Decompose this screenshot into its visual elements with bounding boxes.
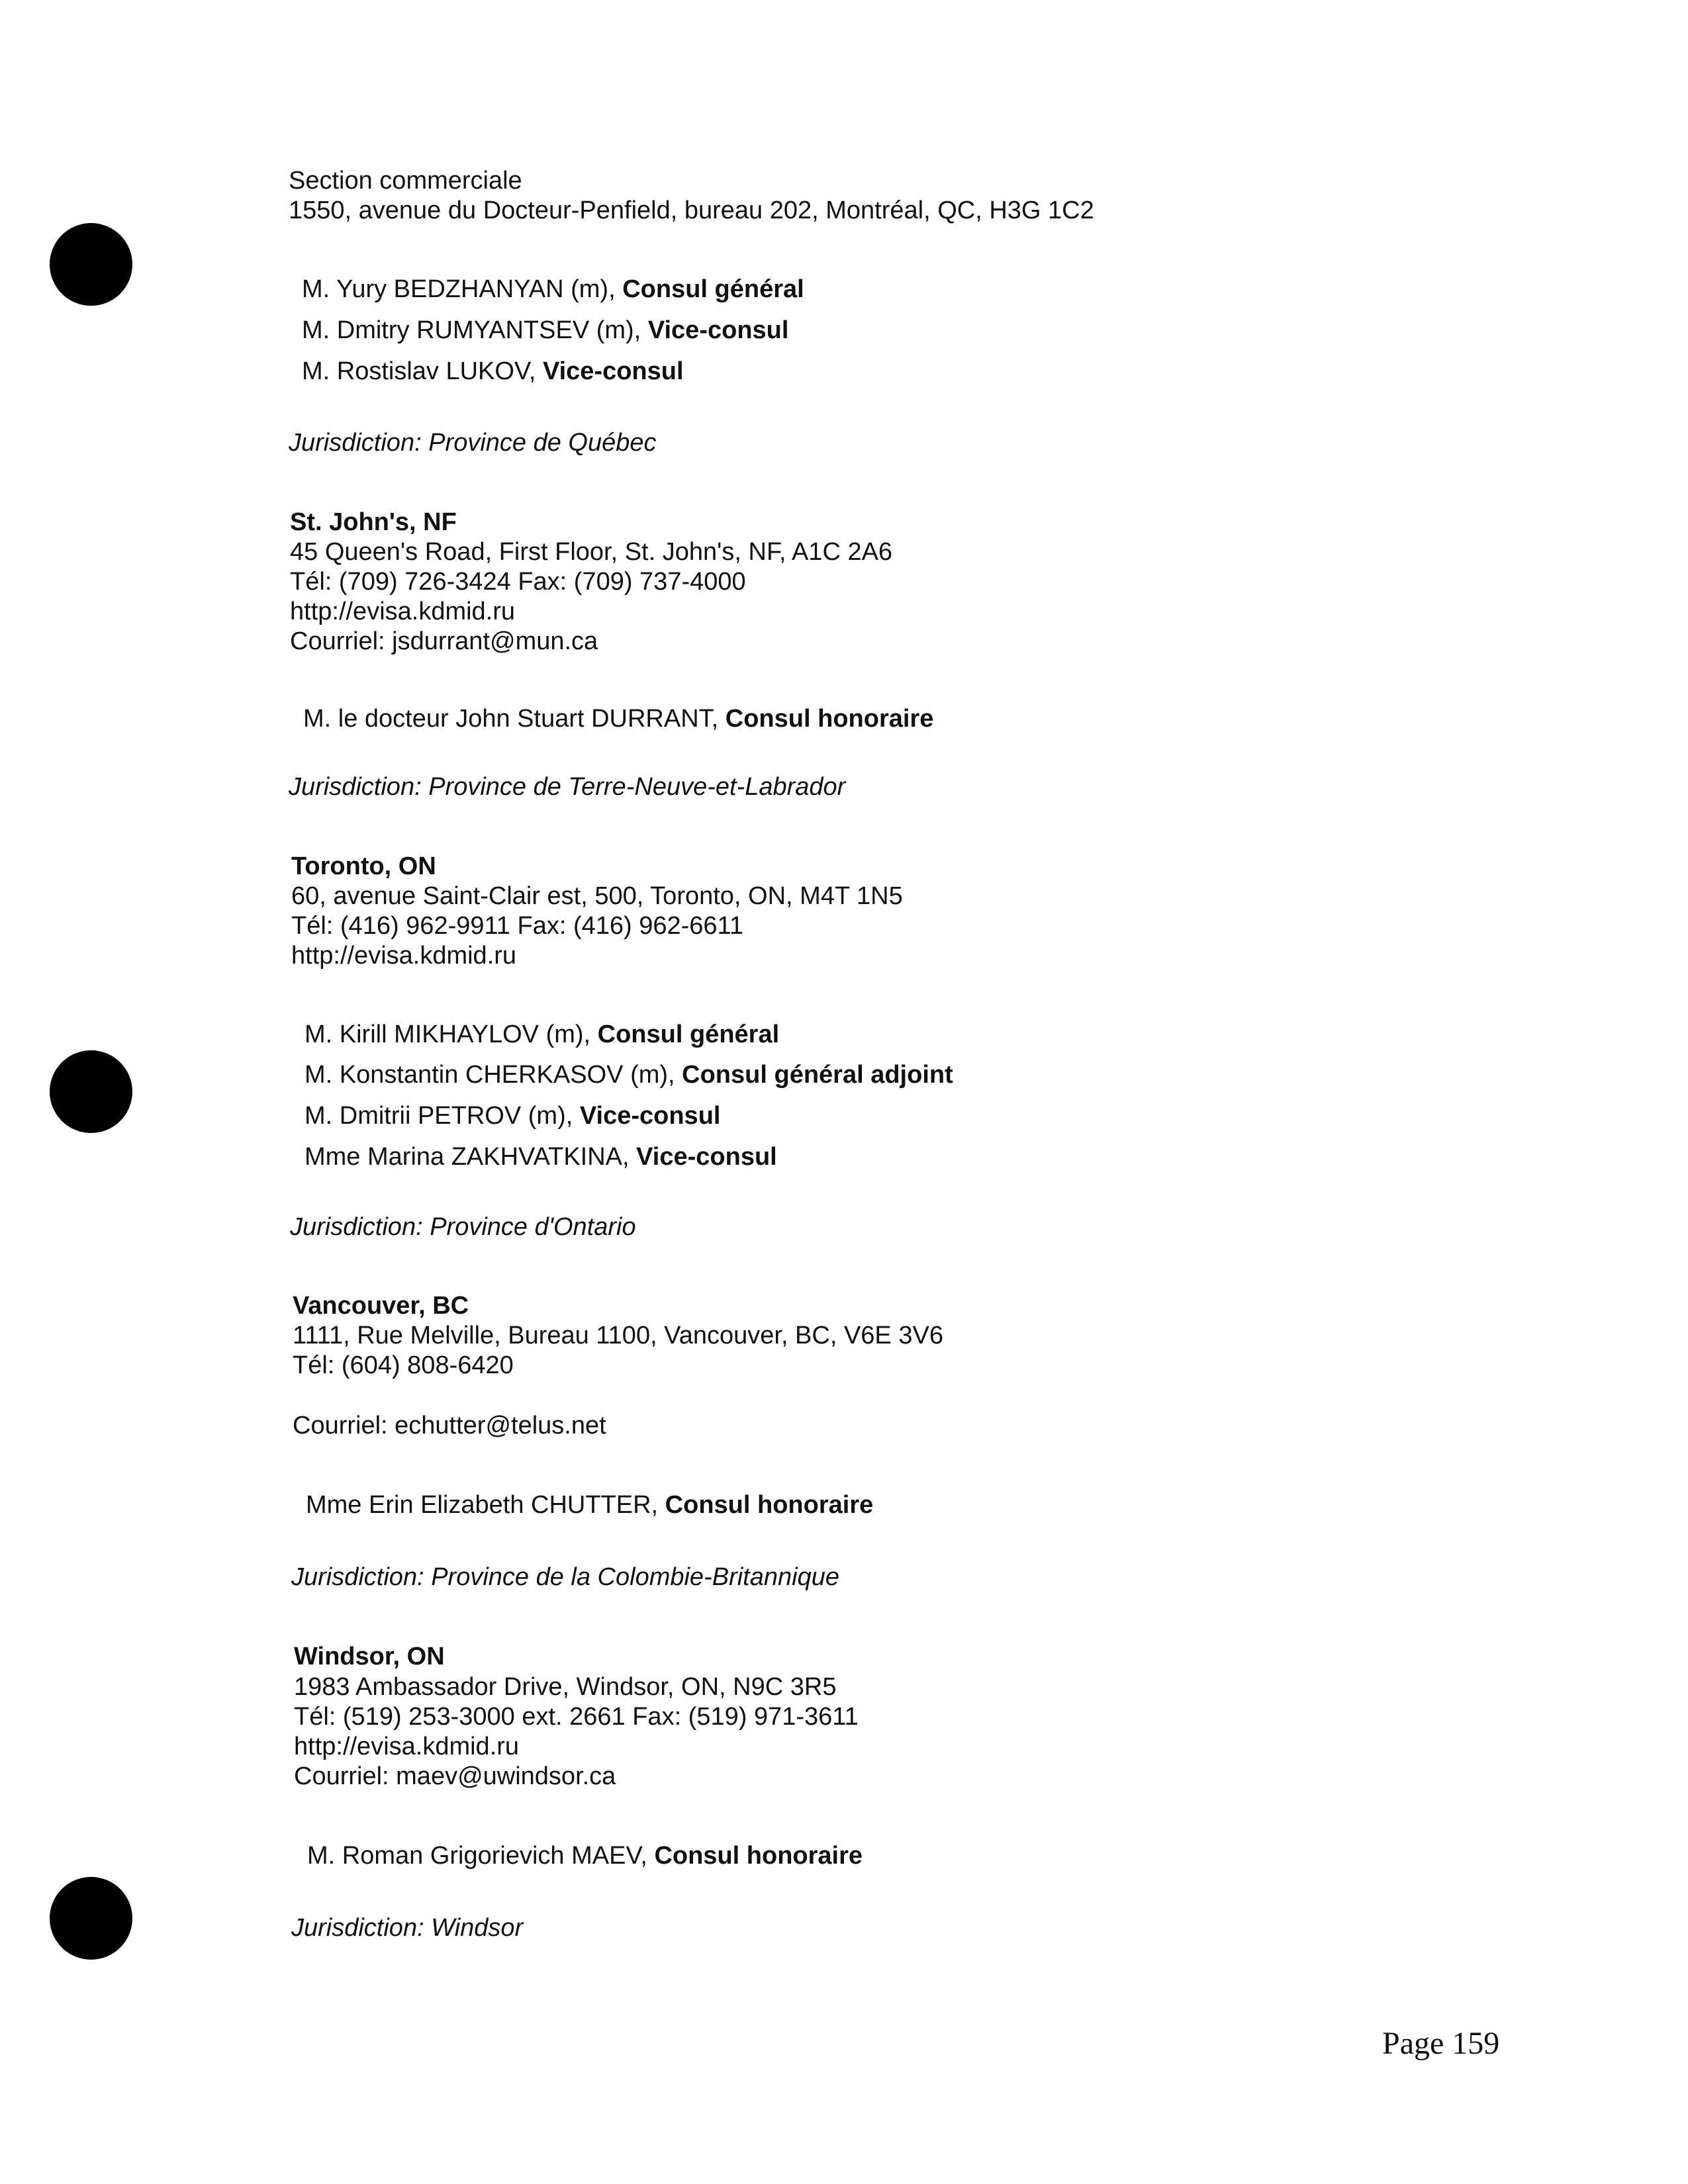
staff-name: M. Kirill MIKHAYLOV (m),: [305, 1021, 598, 1048]
staff-entry: [307, 1841, 863, 1871]
jurisdiction: Jurisdiction: Province de la Colombie-Britannique: [291, 1563, 839, 1591]
staff-title: Consul général adjoint: [682, 1061, 953, 1089]
staff-title: Consul honoraire: [654, 1842, 863, 1870]
page-number: Page 159: [1382, 2026, 1500, 2061]
staff-title: Consul honoraire: [725, 705, 934, 733]
website-link[interactable]: http://evisa.kdmid.ru: [291, 942, 517, 970]
staff-entry: [305, 1060, 953, 1090]
city-heading: Vancouver, BC: [293, 1292, 469, 1320]
phone-fax: Tél: (709) 726-3424 Fax: (709) 737-4000: [290, 568, 746, 596]
staff-entry: [305, 1019, 779, 1050]
staff-name: M. Dmitry RUMYANTSEV (m),: [302, 316, 648, 344]
staff-name: M. le docteur John Stuart DURRANT,: [303, 705, 726, 733]
jurisdiction: Jurisdiction: Windsor: [291, 1914, 524, 1942]
jurisdiction: Jurisdiction: Province d'Ontario: [290, 1213, 636, 1241]
staff-entry: [302, 315, 788, 345]
staff-entry: [306, 1490, 873, 1520]
staff-entry: [303, 704, 933, 734]
binder-hole: [50, 1877, 132, 1960]
staff-entry: [305, 1142, 777, 1172]
binder-hole: [50, 1050, 132, 1133]
address: 1983 Ambassador Drive, Windsor, ON, N9C 3R5: [294, 1673, 837, 1701]
staff-title: Consul honoraire: [665, 1491, 874, 1519]
email-link[interactable]: Courriel: echutter@telus.net: [293, 1412, 606, 1439]
email-link[interactable]: Courriel: jsdurrant@mun.ca: [290, 627, 598, 655]
jurisdiction: Jurisdiction: Province de Terre-Neuve-et-Labrador: [289, 773, 846, 801]
phone-fax: Tél: (416) 962-9911 Fax: (416) 962-6611: [291, 912, 743, 940]
staff-entry: [302, 356, 684, 387]
city-heading: St. John's, NF: [290, 508, 457, 536]
section-label: Section commerciale: [289, 167, 522, 195]
staff-title: Vice-consul: [647, 316, 789, 344]
binder-hole: [50, 223, 132, 306]
staff-title: Consul général: [597, 1021, 780, 1048]
staff-name: M. Rostislav LUKOV,: [302, 357, 543, 385]
staff-name: M. Dmitrii PETROV (m),: [305, 1102, 580, 1130]
staff-name: Mme Marina ZAKHVATKINA,: [305, 1143, 637, 1171]
staff-title: Vice-consul: [542, 357, 684, 385]
staff-name: M. Roman Grigorievich MAEV,: [307, 1842, 655, 1870]
city-heading: Windsor, ON: [294, 1643, 445, 1670]
staff-name: M. Konstantin CHERKASOV (m),: [305, 1061, 682, 1089]
staff-name: M. Yury BEDZHANYAN (m),: [302, 275, 623, 303]
address: 1550, avenue du Docteur-Penfield, bureau 202, Montréal, QC, H3G 1C2: [289, 197, 1094, 224]
email-link[interactable]: Courriel: maev@uwindsor.ca: [294, 1762, 616, 1790]
address: 1111, Rue Melville, Bureau 1100, Vancouver, BC, V6E 3V6: [293, 1322, 943, 1349]
city-heading: Toronto, ON: [291, 852, 436, 880]
website-link[interactable]: http://evisa.kdmid.ru: [294, 1733, 520, 1760]
staff-entry: [302, 274, 804, 304]
staff-entry: [305, 1101, 720, 1131]
staff-title: Vice-consul: [579, 1102, 721, 1130]
address: 60, avenue Saint-Clair est, 500, Toronto, ON, M4T 1N5: [291, 882, 903, 910]
phone: Tél: (604) 808-6420: [293, 1351, 514, 1379]
website-link[interactable]: http://evisa.kdmid.ru: [290, 598, 516, 625]
jurisdiction: Jurisdiction: Province de Québec: [289, 429, 657, 457]
staff-name: Mme Erin Elizabeth CHUTTER,: [306, 1491, 665, 1519]
address: 45 Queen's Road, First Floor, St. John's, NF, A1C 2A6: [290, 538, 893, 566]
staff-title: Vice-consul: [636, 1143, 777, 1171]
phone-fax: Tél: (519) 253-3000 ext. 2661 Fax: (519) 971-3611: [294, 1703, 859, 1731]
staff-title: Consul général: [622, 275, 804, 303]
